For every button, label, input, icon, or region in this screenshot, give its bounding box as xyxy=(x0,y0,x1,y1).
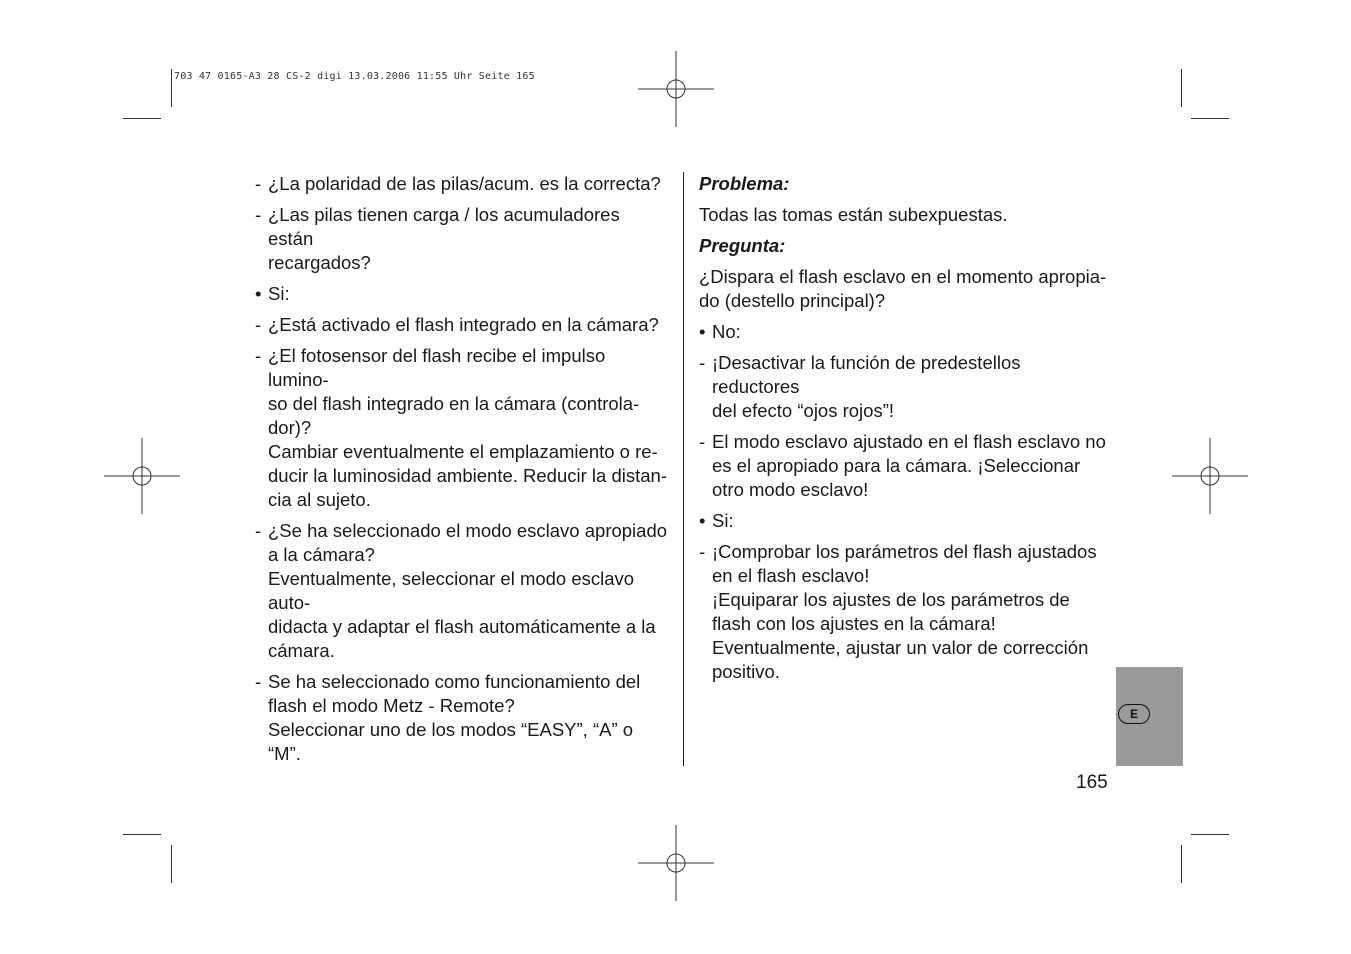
text-line: Se ha seleccionado como funcionamiento del xyxy=(268,671,641,692)
text-line: ¿Las pilas tienen carga / los acumuladores están xyxy=(268,204,620,249)
text-line: Si: xyxy=(268,283,290,304)
text-line: ¡Comprobar los parámetros del flash ajustados xyxy=(712,541,1097,562)
text-line: es el apropiado para la cámara. ¡Seleccionar xyxy=(712,455,1081,476)
text-line: No: xyxy=(712,321,741,342)
text-line: ¿Dispara el flash esclavo en el momento apropia- xyxy=(699,266,1107,287)
text-line: cia al sujeto. xyxy=(268,489,371,510)
bullet: - xyxy=(699,541,706,562)
problem-heading: Problema: xyxy=(699,173,790,194)
text-line: ¿El fotosensor del flash recibe el impulso lumino- xyxy=(268,345,606,390)
text-line: do (destello principal)? xyxy=(699,290,886,311)
text-line: Eventualmente, ajustar un valor de corrección xyxy=(712,637,1089,658)
text-line: ¡Desactivar la función de predestellos reductores xyxy=(712,352,1021,397)
text-line: positivo. xyxy=(712,661,780,682)
print-header: 703 47 0165-A3 28 CS-2 digi 13.03.2006 11:55 Uhr Seite 165 xyxy=(174,71,535,82)
text-line: so del flash integrado en la cámara (controla- xyxy=(268,393,640,414)
text-line: Cambiar eventualmente el emplazamiento o re- xyxy=(268,441,658,462)
text-line: ducir la luminosidad ambiente. Reducir la distan- xyxy=(268,465,667,486)
text-line: a la cámara? xyxy=(268,544,375,565)
registration-mark-right xyxy=(1172,438,1248,514)
bullet: • xyxy=(699,321,706,342)
left-column xyxy=(255,172,670,773)
bullet: - xyxy=(255,345,262,366)
crop-mark xyxy=(1191,834,1229,835)
column-divider xyxy=(683,172,684,766)
text-line: El modo esclavo ajustado en el flash esclavo no xyxy=(712,431,1106,452)
crop-mark xyxy=(171,69,172,107)
text-line: ¿Está activado el flash integrado en la cámara? xyxy=(268,314,659,335)
text-line: Eventualmente, seleccionar el modo esclavo auto- xyxy=(268,568,635,613)
list-item xyxy=(255,670,670,766)
crop-mark xyxy=(171,845,172,883)
crop-mark xyxy=(123,118,161,119)
text-line: ¿Se ha seleccionado el modo esclavo apropiado xyxy=(268,520,668,541)
page-number: 165 xyxy=(1076,772,1108,793)
text-line: flash con los ajustes en la cámara! xyxy=(712,613,996,634)
list-item xyxy=(255,203,670,275)
text-line: Seleccionar uno de los modos “EASY”, “A” o xyxy=(268,719,634,740)
bullet: - xyxy=(255,671,262,692)
text-line: “M”. xyxy=(268,743,301,764)
bullet: - xyxy=(255,314,262,335)
text-line: ¡Equiparar los ajustes de los parámetros de xyxy=(712,589,1070,610)
text-line: flash el modo Metz - Remote? xyxy=(268,695,515,716)
crop-mark xyxy=(1191,118,1229,119)
bullet: - xyxy=(255,520,262,541)
list-item xyxy=(699,351,1111,423)
crop-mark xyxy=(1181,69,1182,107)
problem-text: Todas las tomas están subexpuestas. xyxy=(699,204,1008,225)
text-line: Si: xyxy=(712,510,734,531)
bullet: - xyxy=(699,352,706,373)
list-item xyxy=(255,313,670,337)
text-line: ¿La polaridad de las pilas/acum. es la correcta? xyxy=(268,173,661,194)
question-text xyxy=(699,265,1111,313)
bullet: • xyxy=(699,510,706,531)
text-line: recargados? xyxy=(268,252,371,273)
registration-mark-top xyxy=(638,51,714,127)
text-line: otro modo esclavo! xyxy=(712,479,869,500)
text-line: dor)? xyxy=(268,417,312,438)
list-item xyxy=(255,172,670,196)
text-line: cámara. xyxy=(268,640,335,661)
question-heading: Pregunta: xyxy=(699,235,786,256)
bullet: - xyxy=(255,173,262,194)
bullet: - xyxy=(255,204,262,225)
language-badge: E xyxy=(1118,704,1150,724)
text-line: del efecto “ojos rojos”! xyxy=(712,400,895,421)
list-item xyxy=(699,540,1111,684)
registration-mark-left xyxy=(104,438,180,514)
list-item xyxy=(255,344,670,512)
list-item xyxy=(255,519,670,663)
list-item xyxy=(699,430,1111,502)
list-item xyxy=(699,320,1111,344)
right-column xyxy=(699,172,1111,691)
text-line: didacta y adaptar el flash automáticamente a la xyxy=(268,616,656,637)
text-line: en el flash esclavo! xyxy=(712,565,870,586)
registration-mark-bottom xyxy=(638,825,714,901)
crop-mark xyxy=(1181,845,1182,883)
bullet: • xyxy=(255,283,262,304)
list-item xyxy=(255,282,670,306)
list-item xyxy=(699,509,1111,533)
bullet: - xyxy=(699,431,706,452)
crop-mark xyxy=(123,834,161,835)
